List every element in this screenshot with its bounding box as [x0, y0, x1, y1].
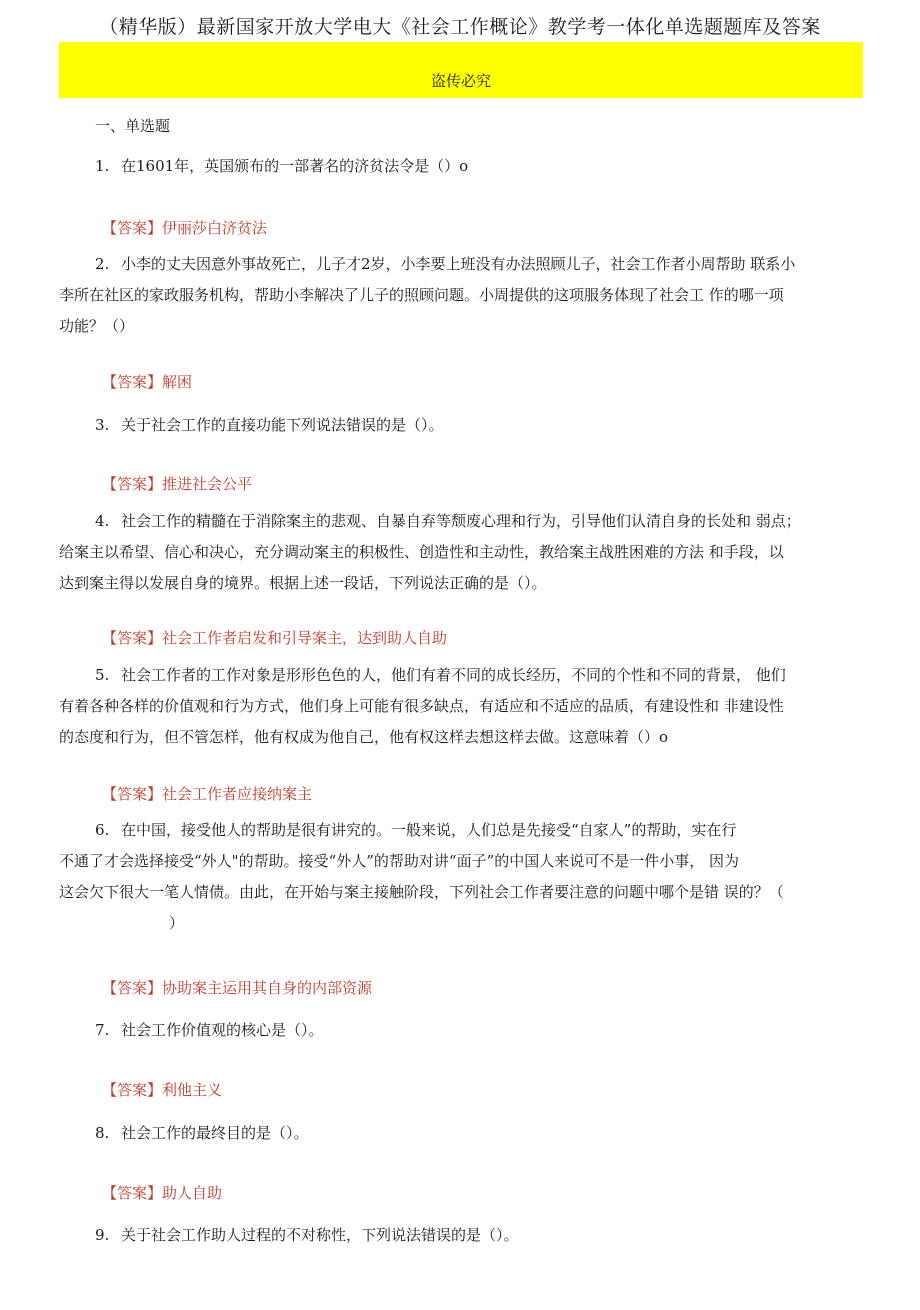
question-9 — [95, 1220, 519, 1251]
answer-7 — [102, 1079, 222, 1100]
question-text-line: 有着各种各样的价值观和行为方式，他们身上可能有很多缺点，有适应和不适应的品质，有建设性和 非建设性 — [59, 697, 784, 715]
question-number: 8. — [95, 1124, 110, 1142]
banner-text: 盗传必究 — [430, 72, 491, 90]
question-number: 7. — [95, 1021, 110, 1039]
answer-3 — [102, 473, 252, 494]
question-5 — [59, 660, 786, 753]
answer-prefix: 【答案】 — [102, 373, 163, 391]
answer-prefix: 【答案】 — [102, 475, 163, 493]
question-3 — [95, 410, 444, 441]
question-text-line: 达到案主得以发展自身的境界。根据上述一段话，下列说法正确的是（）。 — [59, 574, 547, 592]
answer-text: 解困 — [162, 373, 193, 391]
question-4 — [59, 506, 801, 599]
question-text: 关于社会工作的直接功能下列说法错误的是（）。 — [121, 416, 444, 434]
question-text-line: ） — [169, 914, 185, 932]
answer-prefix: 【答案】 — [102, 629, 163, 647]
answer-1 — [102, 217, 267, 238]
question-text: 社会工作价值观的核心是（）。 — [121, 1021, 324, 1039]
question-text: 关于社会工作助人过程的不对称性，下列说法错误的是（）。 — [121, 1226, 519, 1244]
answer-text: 社会工作者应接纳案主 — [162, 785, 313, 803]
question-text-line: 李所在社区的家政服务机构，帮助小李解决了儿子的照顾问题。小周提供的这项服务体现了社会工 作的哪一项 — [59, 286, 784, 304]
answer-text: 利他主义 — [162, 1081, 223, 1099]
answer-4 — [102, 627, 447, 648]
answer-text: 助人自助 — [162, 1184, 223, 1202]
answer-5 — [102, 783, 312, 804]
question-2 — [59, 249, 795, 342]
question-number: 1. — [95, 157, 110, 175]
question-1 — [95, 151, 468, 182]
question-number: 6. — [95, 821, 110, 839]
question-text-line: 功能？（） — [59, 317, 135, 335]
answer-8 — [102, 1182, 222, 1203]
answer-6 — [102, 977, 372, 998]
section-heading: 一、单选题 — [95, 117, 171, 135]
answer-text: 协助案主运用其自身的内部资源 — [162, 979, 373, 997]
question-number: 2. — [95, 255, 110, 273]
document-title: （精华版）最新国家开放大学电大《社会工作概论》教学考一体化单选题题库及答案 — [99, 16, 821, 38]
question-text-line: 小李的丈夫因意外事故死亡，儿子才2岁，小李要上班没有办法照顾儿子，社会工作者小周帮助 联系小 — [121, 255, 796, 273]
question-text-line: 不通了才会选择接受“外人"的帮助。接受“外人”的帮助对讲“面子”的中国人来说可不是一件小事， 因为 — [59, 852, 740, 870]
watermark-banner — [59, 42, 863, 98]
answer-text: 推进社会公平 — [162, 475, 253, 493]
answer-text: 伊丽莎白济贫法 — [162, 219, 268, 237]
question-text-line: 给案主以希望、信心和决心，充分调动案主的积极性、创造性和主动性，教给案主战胜困难的方法 和手段，以 — [59, 543, 784, 561]
answer-prefix: 【答案】 — [102, 785, 163, 803]
question-text-line: 社会工作的精髓在于消除案主的悲观、自暴自弃等颓废心理和行为，引导他们认清自身的长处和 弱点； — [121, 512, 801, 530]
question-text-line: 社会工作者的工作对象是形形色色的人，他们有着不同的成长经历，不同的个性和不同的背景， 他们 — [121, 666, 786, 684]
answer-2 — [102, 371, 192, 392]
question-text-line: 这会欠下很大一笔人情债。由此，在开始与案主接触阶段，下列社会工作者要注意的问题中哪个是错 误的？（ — [59, 883, 784, 901]
question-number: 5. — [95, 666, 110, 684]
question-6 — [59, 815, 784, 939]
question-number: 9. — [95, 1226, 110, 1244]
question-8 — [95, 1118, 309, 1149]
question-text-line: 在中国，接受他人的帮助是很有讲究的。一般来说，人们总是先接受“自家人”的帮助，实在行 — [121, 821, 737, 839]
question-text-line: 的态度和行为，但不管怎样，他有权成为他自己，他有权这样去想这样去做。这意味着（）o — [59, 728, 669, 746]
question-text: 社会工作的最终目的是（）。 — [121, 1124, 309, 1142]
answer-prefix: 【答案】 — [102, 219, 163, 237]
question-text: 在1601年，英国颁布的一部著名的济贫法令是（）o — [121, 157, 469, 175]
answer-prefix: 【答案】 — [102, 1081, 163, 1099]
question-7 — [95, 1015, 324, 1046]
answer-text: 社会工作者启发和引导案主，达到助人自助 — [162, 629, 448, 647]
question-number: 3. — [95, 416, 110, 434]
answer-prefix: 【答案】 — [102, 1184, 163, 1202]
question-number: 4. — [95, 512, 110, 530]
answer-prefix: 【答案】 — [102, 979, 163, 997]
